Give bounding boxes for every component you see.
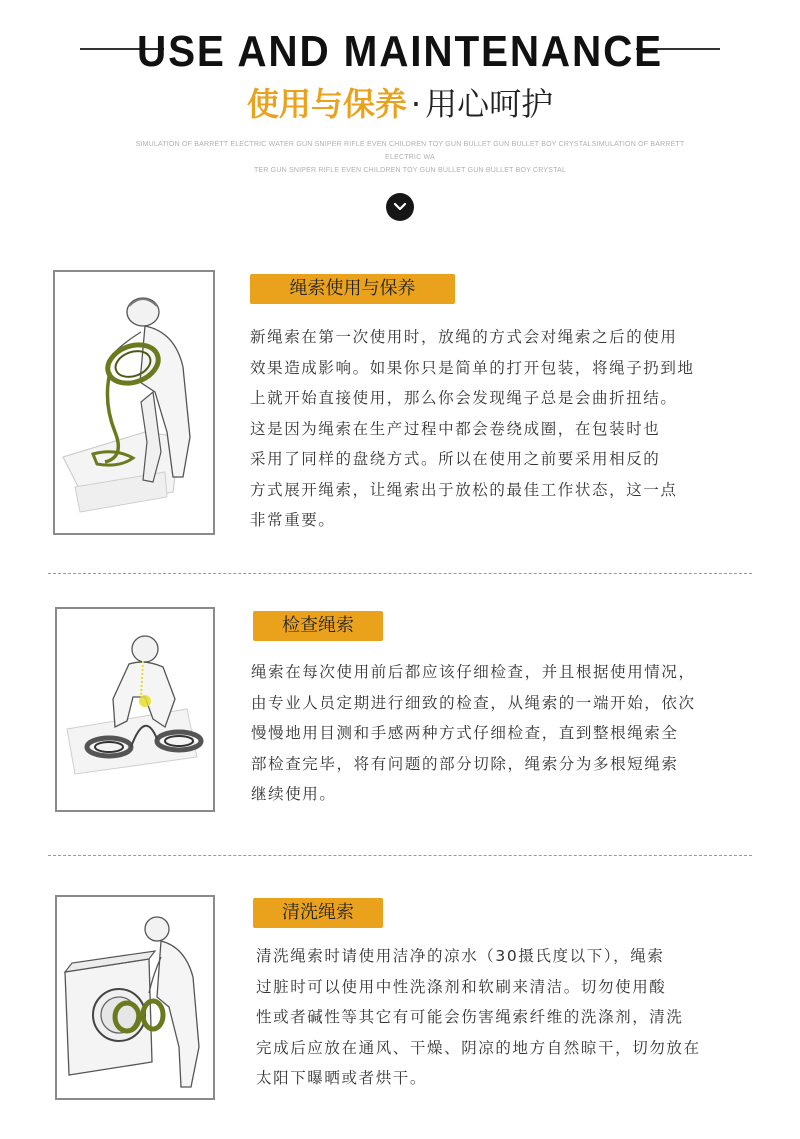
title-cn-separator: · bbox=[410, 85, 422, 123]
text-line: 采用了同样的盘绕方式。所以在使用之前要采用相反的 bbox=[250, 450, 661, 468]
rope-washing-illustration bbox=[55, 895, 215, 1100]
section-body-rope-inspect bbox=[251, 657, 731, 810]
text-line: 性或者碱性等其它有可能会伤害绳索纤维的洗涤剂，清洗 bbox=[256, 1008, 684, 1026]
text-line: 完成后应放在通风、干燥、阴凉的地方自然晾干，切勿放在 bbox=[256, 1038, 701, 1057]
section-heading-rope-use: 绳索使用与保养 bbox=[250, 274, 455, 304]
text-line: 太阳下曝晒或者烘干。 bbox=[256, 1069, 428, 1087]
text-line: 这是因为绳索在生产过程中都会卷绕成圈，在包装时也 bbox=[250, 419, 661, 438]
text-line: 方式展开绳索，让绳索出于放松的最佳工作状态，这一点 bbox=[250, 480, 678, 499]
section-body-rope-use bbox=[250, 322, 730, 536]
text-line: 新绳索在第一次使用时，放绳的方式会对绳索之后的使用 bbox=[250, 328, 678, 346]
section-heading-rope-wash: 清洗绳索 bbox=[253, 898, 383, 928]
text-line: 部检查完毕，将有问题的部分切除，绳索分为多根短绳索 bbox=[251, 754, 679, 773]
rope-inspection-illustration bbox=[55, 607, 215, 812]
page-title-en: USE AND MAINTENANCE bbox=[137, 27, 663, 76]
section-divider bbox=[48, 855, 752, 856]
text-line: 继续使用。 bbox=[251, 785, 337, 803]
subtitle-en bbox=[120, 138, 700, 177]
subtitle-en-line2: TER GUN SNIPER RIFLE EVEN CHILDREN TOY GUN BULLET GUN BULLET BOY CRYSTAL bbox=[253, 167, 567, 174]
subtitle-en-line1: SIMULATION OF BARRETT ELECTRIC WATER GUN SNIPER RIFLE EVEN CHILDREN TOY GUN BULLET GUN BULLET BOY CRYSTALSIMULATION OF BARRETT ELECTRIC WA bbox=[135, 141, 685, 161]
text-line: 上就开始直接使用，那么你会发现绳子总是会曲折扭结。 bbox=[250, 389, 678, 407]
section-heading-rope-inspect: 检查绳索 bbox=[253, 611, 383, 641]
page-title-cn bbox=[0, 84, 800, 124]
title-cn-rest: 用心呵护 bbox=[425, 85, 554, 123]
section-body-rope-wash bbox=[256, 941, 731, 1094]
title-cn-highlight: 使用与保养 bbox=[246, 85, 407, 123]
chevron-down-icon bbox=[386, 193, 414, 221]
text-line: 非常重要。 bbox=[250, 511, 336, 529]
text-line: 过脏时可以使用中性洗涤剂和软刷来清洁。切勿使用酸 bbox=[256, 977, 667, 996]
section-divider bbox=[48, 573, 752, 574]
text-line: 由专业人员定期进行细致的检查，从绳索的一端开始，依次 bbox=[251, 693, 696, 712]
text-line: 清洗绳索时请使用洁净的凉水（30摄氏度以下），绳索 bbox=[256, 947, 665, 965]
rope-uncoil-illustration bbox=[53, 270, 215, 535]
text-line: 慢慢地用目测和手感两种方式仔细检查，直到整根绳索全 bbox=[251, 724, 679, 742]
text-line: 效果造成影响。如果你只是简单的打开包装，将绳子扔到地 bbox=[250, 358, 695, 377]
text-line: 绳索在每次使用前后都应该仔细检查，并且根据使用情况， bbox=[251, 663, 696, 681]
